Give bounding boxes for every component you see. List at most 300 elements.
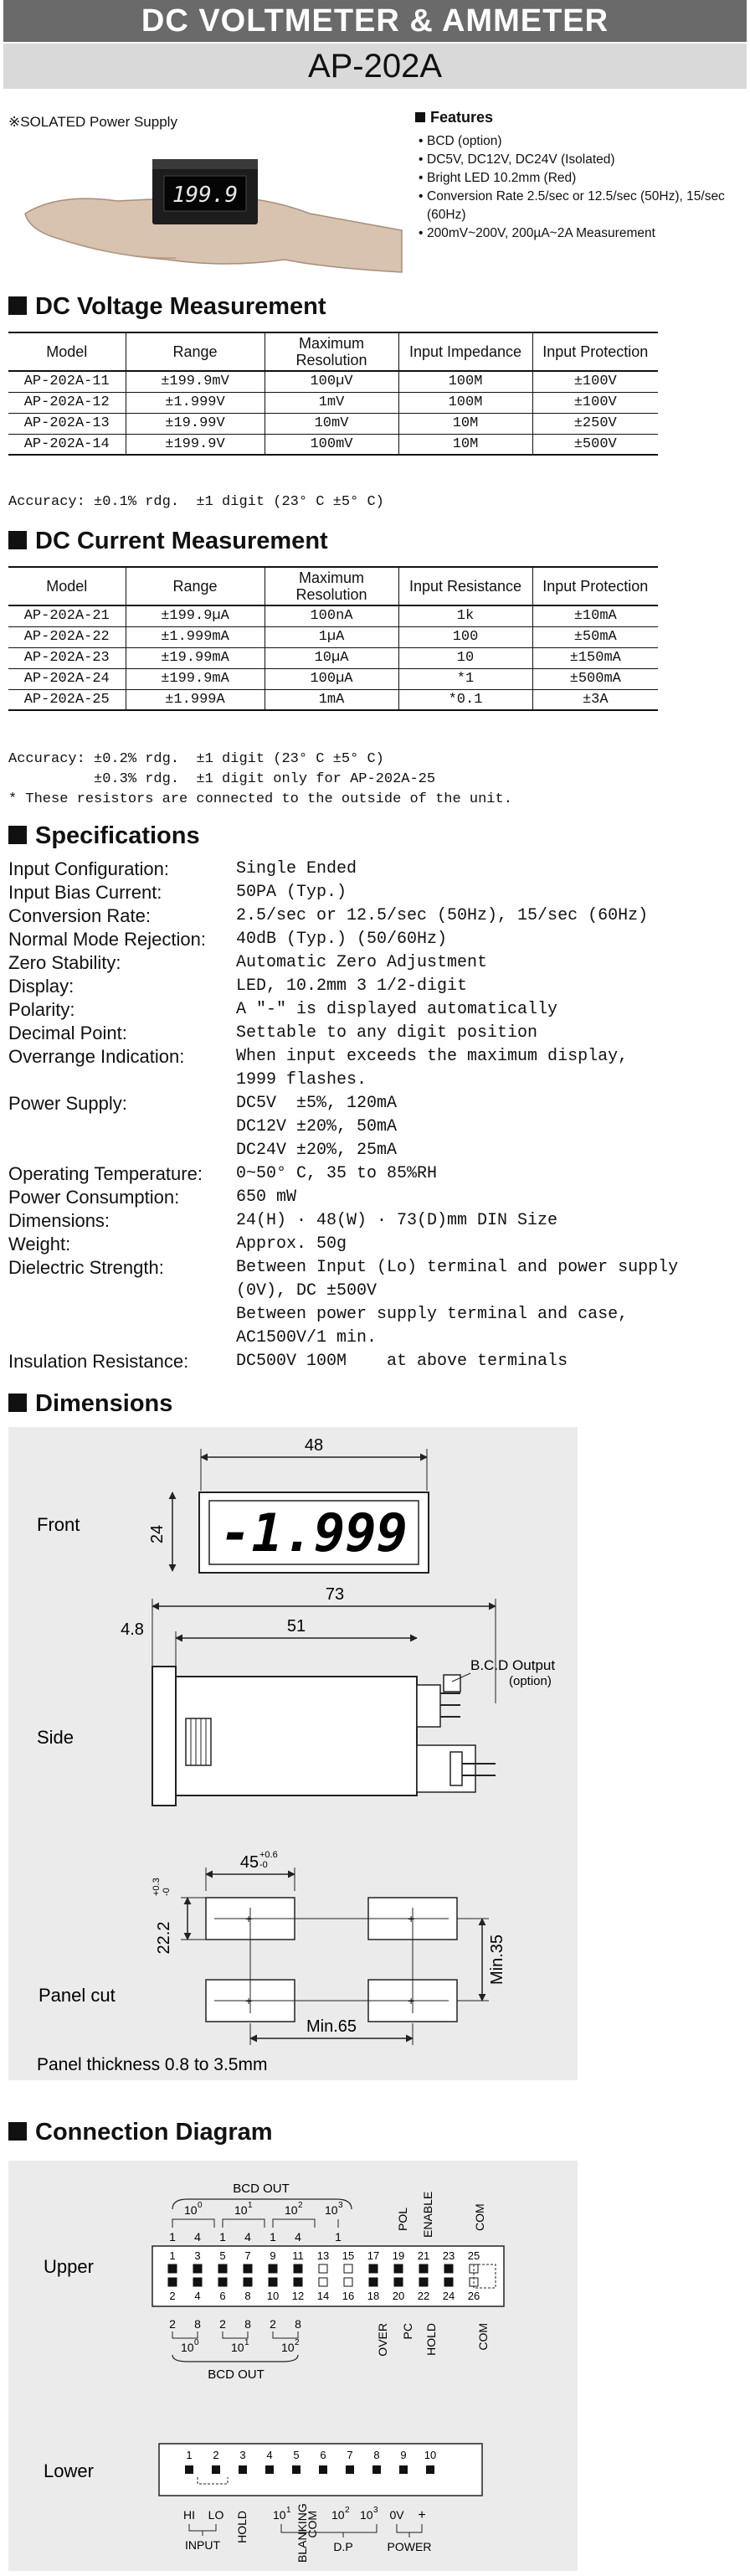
current-heading-text: DC Current Measurement [35,528,328,554]
blanking-label: BLANKING [295,2503,309,2563]
spec-row [8,951,745,975]
col-header: Input Protection [532,567,658,605]
isolated-supply-label: ※SOLATED Power Supply [8,114,177,130]
cell: AP-202A-22 [8,626,126,647]
spec-label: Input Configuration: [8,858,170,879]
pin [294,2278,302,2286]
col-header: Input Impedance [398,332,532,371]
cell: 1µA [265,626,398,647]
specifications-heading [8,822,200,850]
pin-number: 9 [270,2249,276,2262]
pin-number: 2 [213,2449,219,2461]
heading-square-icon [8,2122,27,2141]
table-row [8,668,658,689]
cell: 100nA [265,605,398,626]
side-label: Side [37,1727,74,1748]
heading-square-icon [8,826,27,844]
table-row [8,689,658,710]
spec-value: DC5V ±5%, 120mA DC12V ±20%, 50mA DC24V ±20%, 25mA [236,1094,398,1160]
pin-number: 19 [392,2249,405,2262]
pin-number: 6 [219,2290,226,2302]
pin [369,2264,378,2273]
spec-row [8,1162,745,1186]
spec-label: Zero Stability: [8,952,121,973]
specifications-list [8,858,745,1373]
col-header: Input Resistance [398,567,532,605]
cell: 1mV [265,392,398,413]
digit-10e2-exp-b: 2 [295,2338,300,2347]
feature-item: • Conversion Rate 2.5/sec or 12.5/sec (50Hz), 15/sec (60Hz) [419,188,737,224]
spec-value: Between Input (Lo) terminal and power supply (0V), DC ±500V Between power supply terminal and case, AC1500V/1 min. [236,1258,679,1347]
spec-label: Polarity: [8,999,75,1020]
bcd-connector [417,1685,440,1727]
zero-v-label: 0V [389,2508,404,2522]
hold-lower-label: HOLD [235,2511,249,2543]
min35-label: Min.35 [488,1934,506,1986]
cut-width-tol-bot: -0 [259,1860,268,1870]
digit-10e1-base-b: 10 [231,2341,244,2354]
pin-number: 14 [316,2290,330,2302]
hero-display-readout: 199.9 [172,183,239,208]
dim-24-label: 24 [148,1524,167,1544]
pin-number: 13 [316,2249,330,2262]
digit-10e0-base: 10 [184,2203,198,2217]
cell: ±50mA [532,626,658,647]
pin-number: 22 [417,2290,430,2302]
digit-10e1-base: 10 [234,2203,248,2217]
pin-number: 20 [392,2290,405,2302]
spec-row [8,1092,745,1162]
digit-10e2-exp: 2 [298,2201,303,2210]
svg-text:+: + [245,1994,253,2007]
table-header-row [8,567,658,605]
cell: 10M [398,413,532,434]
pin [239,2465,247,2474]
cell: ±500V [532,434,658,455]
cut-height-tol-top: +0.3 [152,1878,162,1896]
spec-row [8,904,745,928]
pin-number: 5 [293,2449,300,2461]
pin-number: 4 [266,2449,273,2461]
cell: AP-202A-21 [8,605,126,626]
dim-4-8-label: 4.8 [121,1620,144,1639]
spec-label: Conversion Rate: [8,905,151,926]
pin [193,2264,202,2273]
table-row [8,647,658,668]
digit-10e3-exp: 3 [338,2201,343,2210]
lower-10e3-exp: 3 [373,2506,378,2515]
cell: *0.1 [398,689,532,710]
cell: ±3A [532,689,658,710]
spec-row [8,975,745,998]
spec-value: 0~50° C, 35 to 85%RH [236,1164,438,1183]
specifications-heading-text: Specifications [35,822,200,849]
pin [394,2264,403,2273]
bcd-weight-label: 8 [244,2317,251,2331]
spec-row [8,858,745,881]
connection-drawing [8,2161,578,2571]
heading-square-icon [8,296,27,315]
pin-number: 3 [194,2249,201,2262]
pin-number: 10 [266,2290,280,2302]
bcd-weight-label: 1 [219,2230,226,2244]
col-header: Input Protection [532,332,658,371]
digit-10e2-base: 10 [285,2203,298,2217]
cell: 100µV [265,371,398,392]
cell: AP-202A-11 [8,371,126,392]
cell: ±19.99V [126,413,265,434]
pin [218,2264,227,2273]
lo-label: LO [208,2508,224,2522]
voltage-heading-text: DC Voltage Measurement [35,293,326,320]
pin-number: 11 [292,2249,304,2262]
document-title: DC VOLTMETER & AMMETER [3,0,747,42]
dimensions-heading [8,1390,172,1418]
pin [372,2465,381,2474]
cell: ±10mA [532,605,658,626]
pin-number: 3 [239,2449,246,2461]
connection-heading [8,2119,273,2146]
spec-row [8,1256,745,1350]
spec-value: 2.5/sec or 12.5/sec (50Hz), 15/sec (60Hz) [236,906,649,925]
cell: 100M [398,371,532,392]
resistor-footnote: * These resistors are connected to the outside of the unit. [8,791,512,807]
pin [185,2465,193,2474]
side-bezel [152,1667,176,1806]
pol-label: POL [396,2207,409,2231]
bcd-output-label: B.C.D Output [470,1657,556,1673]
bcd-weight-label: 2 [219,2317,226,2331]
cell: 100 [398,626,532,647]
cell: 10µA [265,647,398,668]
cell: ±1.999mA [126,626,265,647]
spec-label: Operating Temperature: [8,1163,203,1184]
spec-value: 40dB (Typ.) (50/60Hz) [236,930,448,949]
power-group-label: POWER [387,2540,432,2553]
pin-number: 25 [467,2249,480,2262]
col-header: Model [8,332,126,371]
pin-number: 6 [320,2449,326,2461]
pin [394,2278,403,2286]
pin [344,2278,352,2286]
com-lower-label: COM [306,2511,319,2538]
spec-value: When input exceeds the maximum display, 1999 flashes. [236,1047,629,1090]
feature-item: • BCD (option) [419,132,737,151]
spec-label: Normal Mode Rejection: [8,929,206,950]
dp-group-label: D.P [333,2540,353,2553]
pin [319,2465,327,2474]
cell: ±150mA [532,647,658,668]
col-header: Maximum Resolution [265,567,398,605]
pin-number: 4 [194,2290,201,2302]
pin-number: 8 [244,2290,251,2302]
cut-width-label: 45 [239,1853,259,1872]
col-header: Range [126,567,265,605]
spec-row [8,1186,745,1209]
table-row [8,434,658,455]
input-group-label: INPUT [185,2538,220,2552]
spec-label: Overrange Indication: [8,1046,185,1067]
cell: 100µA [265,668,398,689]
pin [344,2264,352,2273]
cell: 10mV [265,413,398,434]
cell: ±199.9mA [126,668,265,689]
pin [294,2264,302,2273]
table-row [8,371,658,392]
cell: AP-202A-23 [8,647,126,668]
col-header: Model [8,567,126,605]
spec-row [8,1350,745,1373]
cell: 100mV [265,434,398,455]
hold-upper-label: HOLD [424,2323,438,2356]
bcd-weight-label: 2 [169,2317,176,2331]
current-table [8,566,658,711]
voltage-section-heading [8,293,326,321]
pin-number: 5 [219,2249,226,2262]
heading-square-icon [8,531,27,549]
bcd-out-top-label: BCD OUT [233,2182,290,2196]
over-label: OVER [376,2323,389,2357]
spec-row [8,881,745,904]
col-header: Maximum Resolution [265,332,398,371]
features-list [419,132,737,243]
heading-square-icon [415,112,425,122]
pin [168,2278,177,2286]
spec-label: Dielectric Strength: [8,1257,164,1278]
cut-width-tol-top: +0.6 [259,1850,278,1860]
digit-10e0-base-b: 10 [181,2341,194,2354]
digit-10e1-exp: 1 [248,2201,253,2210]
bcd-weight-label: 4 [194,2230,201,2244]
terminal-block [417,1745,475,1792]
pin-number: 2 [169,2290,176,2302]
pin [269,2278,277,2286]
digit-10e0-exp: 0 [198,2201,203,2210]
dimensions-drawing [8,1427,578,2080]
current-section-heading [8,528,328,555]
cell: ±500mA [532,668,658,689]
features-heading [415,109,493,126]
current-accuracy-note-1: Accuracy: ±0.2% rdg. ±1 digit (23° C ±5° C) [8,751,384,767]
spec-value: 24(H) · 48(W) · 73(D)mm DIN Size [236,1211,558,1230]
pin-number: 9 [400,2449,407,2461]
pin-number: 1 [169,2249,176,2262]
pin-number: 17 [367,2249,380,2262]
com-bottom-label: COM [476,2323,490,2351]
table-row [8,626,658,647]
bcd-weight-label: 1 [335,2230,342,2244]
spec-label: Insulation Resistance: [8,1351,189,1372]
svg-text:+: + [408,1912,415,1925]
cell: ±199.9mV [126,371,265,392]
voltage-accuracy-note: Accuracy: ±0.1% rdg. ±1 digit (23° C ±5° C) [8,494,384,510]
pin [319,2278,327,2286]
bcd-option-label: (option) [509,1674,552,1688]
spec-value: 650 mW [236,1188,297,1207]
lower-10e2-base: 10 [331,2508,345,2522]
enable-label: ENABLE [421,2191,434,2238]
model-title: AP-202A [3,44,747,89]
pin-number: 23 [442,2249,455,2262]
spec-label: Dimensions: [8,1210,110,1231]
pc-label: PC [401,2323,414,2340]
digit-10e3-base: 10 [325,2203,338,2217]
cell: *1 [398,668,532,689]
com-top-label: COM [473,2203,486,2231]
pin [168,2264,177,2273]
dimensions-heading-text: Dimensions [35,1390,173,1417]
panel-thickness-note: Panel thickness 0.8 to 3.5mm [37,2055,268,2074]
spec-label: Decimal Point: [8,1023,127,1043]
pin [218,2278,227,2286]
voltage-table [8,332,658,456]
pin [292,2465,301,2474]
digit-10e2-base-b: 10 [281,2341,295,2354]
front-label: Front [37,1514,80,1535]
pin [419,2264,428,2273]
side-body [176,1677,417,1795]
cell: 1k [398,605,532,626]
front-display-readout: -1.999 [220,1502,408,1564]
spec-label: Input Bias Current: [8,882,162,903]
spec-value: A "-" is displayed automatically [236,1000,558,1019]
pin [419,2278,428,2286]
cell: ±100V [532,392,658,413]
lower-10e1-exp: 1 [286,2506,291,2515]
cell: ±199.9µA [126,605,265,626]
feature-item: • DC5V, DC12V, DC24V (Isolated) [419,151,737,169]
pin [369,2278,378,2286]
connection-heading-text: Connection Diagram [35,2119,273,2146]
svg-text:+: + [408,1994,415,2007]
cell: 10 [398,647,532,668]
pin [319,2264,327,2273]
bcd-out-bottom-label: BCD OUT [208,2367,265,2382]
bcd-weight-label: 1 [169,2230,176,2244]
pin-number: 1 [186,2449,193,2461]
cell: AP-202A-14 [8,434,126,455]
spec-label: Power Supply: [8,1093,127,1114]
feature-item: • 200mV~200V, 200µA~2A Measurement [419,224,737,243]
upper-label: Upper [44,2256,94,2277]
pin [265,2465,274,2474]
bcd-weight-label: 8 [295,2317,301,2331]
dim-73-label: 73 [325,1585,345,1604]
digit-10e1-exp-b: 1 [244,2338,249,2347]
pin-number: 7 [347,2449,353,2461]
spec-row [8,1022,745,1045]
spec-value: Single Ended [236,859,357,878]
spec-row [8,1209,745,1233]
svg-text:+: + [245,1912,253,1925]
cell: ±19.99mA [126,647,265,668]
pin [444,2278,453,2286]
spec-label: Weight: [8,1234,71,1255]
dim-48-label: 48 [304,1436,324,1455]
pin [346,2465,354,2474]
cell: ±100V [532,371,658,392]
spec-row [8,1233,745,1256]
cell: AP-202A-25 [8,689,126,710]
spec-label: Power Consumption: [8,1187,180,1208]
cell: ±1.999V [126,392,265,413]
cell: 100M [398,392,532,413]
current-accuracy-note-2: ±0.3% rdg. ±1 digit only for AP-202A-25 [8,771,436,787]
cell: 10M [398,434,532,455]
table-row [8,392,658,413]
spec-value: 50PA (Typ.) [236,883,347,902]
lower-10e3-base: 10 [360,2508,373,2522]
pin-number: 21 [417,2249,430,2262]
lower-10e1-base: 10 [273,2508,286,2522]
bcd-weight-label: 2 [270,2317,276,2331]
plus-label: + [418,2508,426,2522]
cell: AP-202A-13 [8,413,126,434]
side-clip [186,1718,211,1765]
min65-label: Min.65 [306,2017,357,2036]
product-in-hand-photo [8,134,410,285]
lower-label: Lower [44,2460,94,2481]
pin-number: 15 [342,2249,355,2262]
cell: ±250V [532,413,658,434]
spec-label: Display: [8,976,74,997]
cut-height-tol-bot: -0 [162,1888,172,1896]
pin [399,2465,408,2474]
feature-item: • Bright LED 10.2mm (Red) [419,169,737,188]
pin [444,2264,453,2273]
pin [426,2465,434,2474]
cut-height-label: 22.2 [155,1921,173,1955]
cell: AP-202A-12 [8,392,126,413]
cell: ±1.999A [126,689,265,710]
spec-value: DC500V 100M at above terminals [236,1352,568,1371]
spec-value: Automatic Zero Adjustment [236,953,488,972]
col-header: Range [126,332,265,371]
pin [193,2278,202,2286]
cell: AP-202A-24 [8,668,126,689]
cell: 1mA [265,689,398,710]
spec-value: Approx. 50g [236,1234,347,1254]
spec-row [8,928,745,951]
connection-panel [8,2161,578,2571]
dim-51-label: 51 [286,1617,306,1636]
spec-row [8,998,745,1022]
bcd-weight-label: 4 [244,2230,251,2244]
bcd-weight-label: 4 [295,2230,301,2244]
pin-number: 26 [467,2290,480,2302]
pin [244,2278,252,2286]
pin-number: 18 [367,2290,380,2302]
table-row [8,605,658,626]
pin [212,2465,220,2474]
pin-number: 7 [244,2249,251,2262]
features-heading-text: Features [430,109,494,126]
lower-10e2-exp: 2 [345,2506,350,2515]
pin-number: 16 [342,2290,355,2302]
pin-number: 8 [373,2449,380,2461]
bcd-weight-label: 8 [194,2317,201,2331]
digit-10e0-exp-b: 0 [194,2338,199,2347]
dimensions-panel [8,1427,578,2080]
cell: ±199.9V [126,434,265,455]
bcd-weight-label: 1 [270,2230,276,2244]
spec-value: LED, 10.2mm 3 1/2-digit [236,976,468,996]
pin [244,2264,252,2273]
pin-number: 24 [442,2290,455,2302]
panel-cut-label: Panel cut [39,1985,116,2006]
spec-row [8,1045,745,1092]
pin-number: 12 [291,2290,305,2302]
